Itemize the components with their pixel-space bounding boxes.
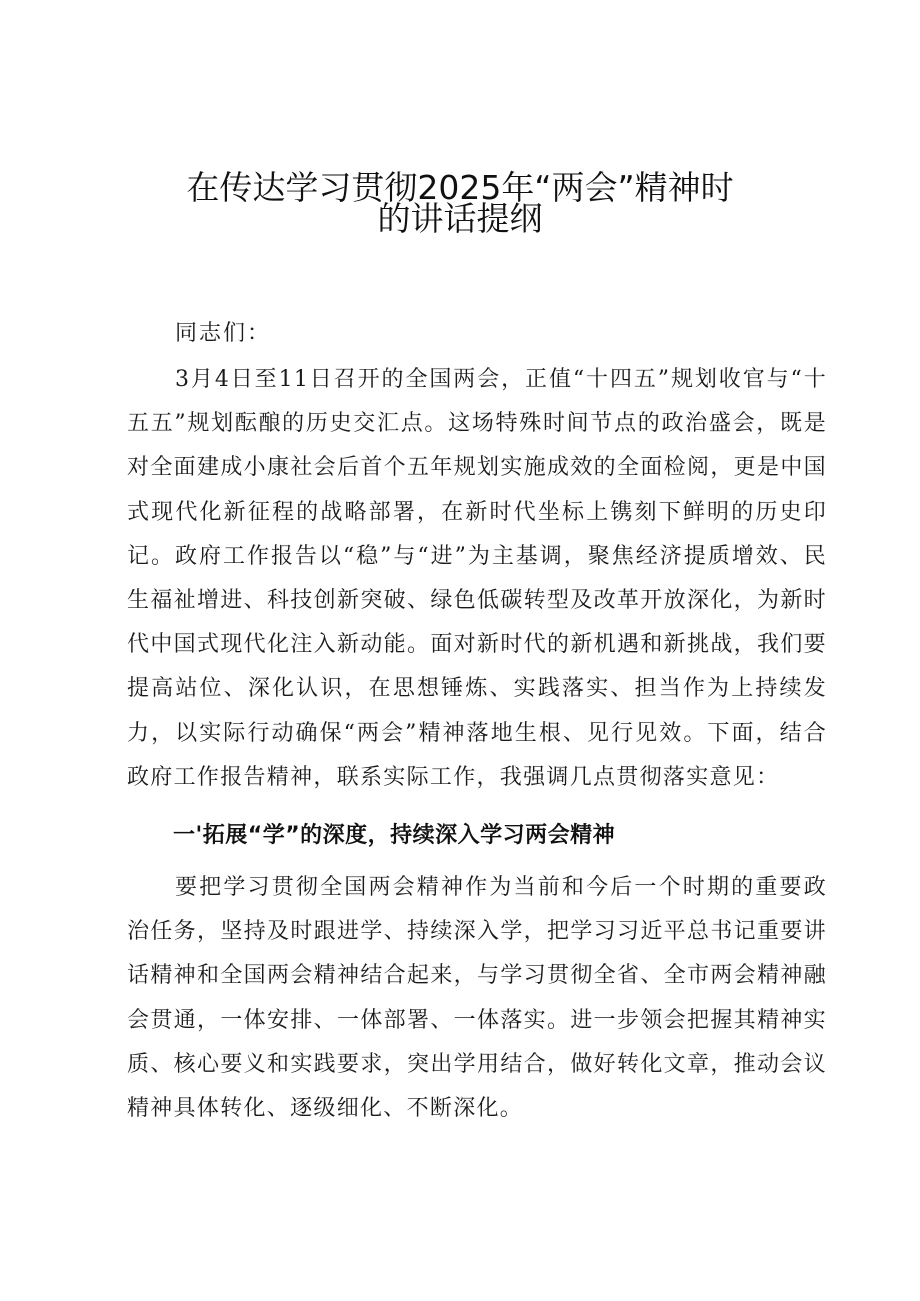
document-title-line1: 在传达学习贯彻2025年“两会”精神时 — [186, 168, 734, 207]
greeting: 同志们： — [175, 321, 272, 346]
section-heading-1: 一'拓展“学”的深度，持续深入学习两会精神 — [173, 823, 616, 848]
paragraph-section-1: 要把学习贯彻全国两会精神作为当前和今后一个时期的重要政治任务，坚持及时跟进学、持续深入学，把学习习近平总书记重要讲话精神和全国两会精神结合起来，与学习贯彻全省、全市两会精神融会贯通，一体安排、一体部署、一体落实。进一步领会把握其精神实质、核心要义和实践要求，突出学用结合，做好转化文章，推动会议精神具体转化、逐级细化、不断深化。 — [127, 875, 827, 1122]
paragraph-intro: 3月4日至11日召开的全国两会，正值“十四五”规划收官与“十五五”规划酝酿的历史交汇点。这场特殊时间节点的政治盛会，既是对全面建成小康社会后首个五年规划实施成效的全面检阅，更是中国式现代化新征程的战略部署，在新时代坐标上镌刻下鲜明的历史印记。政府工作报告以“稳”与“进”为主基调，聚焦经济提质增效、民生福祉增进、科技创新突破、绿色低碳转型及改革开放深化，为新时代中国式现代化注入新动能。面对新时代的新机遇和新挑战，我们要提高站位、深化认识，在思想锤炼、实践落实、担当作为上持续发力，以实际行动确保“两会”精神落地生根、见行见效。下面，结合政府工作报告精神，联系实际工作，我强调几点贯彻落实意见： — [127, 367, 827, 790]
document-title-line2: 的讲话提纲 — [377, 199, 543, 238]
